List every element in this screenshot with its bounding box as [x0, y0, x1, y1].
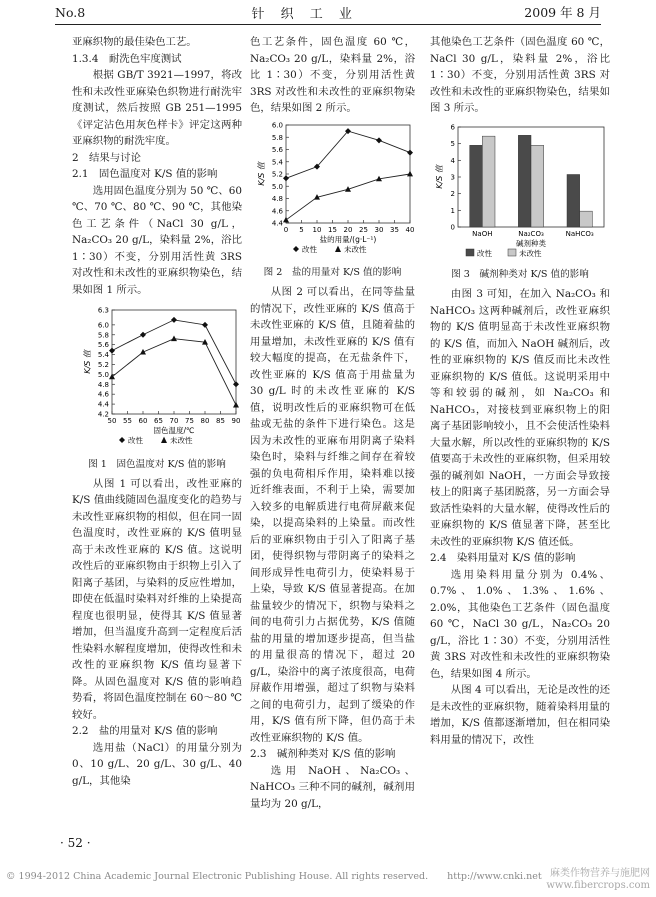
data-point-modified	[233, 381, 239, 387]
x-tick-label: 25	[359, 225, 368, 234]
paragraph: 从图 1 可以看出，改性亚麻的 K/S 值曲线随固色温度变化的趋势与未改性亚麻织物的相似，但在同一固色温度时，改性亚麻的 K/S 值明显高于未改性亚麻的 K/S 值。这说明改性后的亚麻织物由于织物上引入了阳离子基团，与染料的反应性增加，即使在低温时染料对纤维的上染提高程度也很明显，使得其 K/S 值显著增加，但当温度升高到一定程度后活性染料水解程度增加，使得改性和未改性的亚麻织物 K/S 值均显著下降。从固色温度对 K/S 值的影响趋势看，将固色温度控制在 60～80 ℃较好。	[72, 477, 242, 721]
legend-label-modified: 改性	[128, 436, 143, 445]
section-heading-1-3-4: 1.3.4 耐洗色牢度测试	[72, 52, 182, 65]
data-point-unmodified	[140, 349, 146, 355]
issue-number: No.8	[55, 4, 86, 20]
y-tick-label: 4.6	[97, 390, 109, 399]
y-tick-label: 5.2	[97, 360, 109, 369]
y-tick-label: 4.4	[271, 219, 283, 227]
paragraph: 亚麻织物的最佳染色工艺。	[72, 36, 197, 48]
journal-title: 针 织 工 业	[251, 6, 358, 22]
bar-unmodified	[531, 145, 544, 227]
y-tick-label: 4.6	[271, 206, 283, 215]
figure-3-caption: 图 3 碱剂种类对 K/S 值的影响	[451, 269, 589, 280]
y-tick-label: 4.4	[97, 400, 109, 409]
watermark	[546, 868, 650, 892]
x-tick-label: 5	[299, 225, 304, 234]
legend-swatch-unmodified	[508, 249, 516, 256]
issue-date: 2009 年 8 月	[524, 5, 601, 20]
paragraph: 色工艺条件，固色温度 60 ℃，Na₂CO₃ 20 g/L，染料量 2%，浴比 1∶30）不变，分别用活性黄 3RS 对改性和未改性的亚麻织物染色，结果如图 2 所示。	[250, 36, 415, 114]
x-tick-label: 55	[123, 417, 132, 425]
figure-3-chart	[430, 121, 610, 261]
x-tick-label: NaHCO₃	[565, 229, 594, 238]
data-point-modified	[109, 348, 115, 354]
page-number: · 52 ·	[60, 836, 91, 850]
y-tick-label: 4	[450, 156, 455, 165]
y-tick-label: 0	[450, 223, 455, 231]
section-heading-2-3: 2.3 碱剂种类对 K/S 值的影响	[250, 748, 396, 760]
y-tick-label: 5.4	[271, 157, 283, 166]
data-point-unmodified	[407, 170, 413, 176]
y-tick-label: 6.0	[271, 121, 283, 129]
legend-label-unmodified: 未改性	[519, 248, 542, 258]
paragraph: 选用染料用量分别为 0.4%、0.7%、1.0%、1.3%、1.6%、2.0%，其他染色工艺条件（固色温度 60 ℃，NaCl 30 g/L，Na₂CO₃ 20 g/L，浴比 1∶30）不变，分别用活性黄 3RS 对改性和未改性的亚麻织物染色，结果如图 4 所示。	[430, 568, 610, 680]
x-tick-label: 0	[283, 225, 289, 234]
series-line-unmodified	[286, 174, 410, 220]
legend-label-modified: 改性	[302, 244, 317, 254]
legend-marker-modified	[119, 437, 125, 443]
section-heading-2-2: 2.2 盐的用量对 K/S 值的影响	[72, 725, 218, 737]
figure-2-chart	[250, 121, 415, 259]
y-tick-label: 5.8	[97, 331, 109, 340]
data-point-modified	[202, 322, 208, 328]
y-tick-label: 5.6	[97, 341, 109, 350]
x-tick-label: 70	[169, 417, 179, 425]
y-tick-label: 5.0	[271, 182, 283, 191]
data-point-modified	[171, 317, 177, 323]
y-tick-label: 6	[450, 123, 455, 131]
data-point-unmodified	[233, 402, 239, 408]
legend-swatch-modified	[466, 249, 474, 256]
x-axis-label: 固色温度/℃	[153, 426, 195, 435]
legend-marker-unmodified	[161, 437, 167, 443]
y-tick-label: 4.2	[97, 410, 109, 419]
x-tick-label: 20	[343, 225, 353, 234]
x-tick-label: 85	[216, 417, 225, 425]
data-point-modified	[407, 149, 413, 155]
x-axis-label: 盐的用量/(g·L⁻¹)	[319, 234, 377, 244]
paragraph: 由图 3 可知，在加入 Na₂CO₃ 和 NaHCO₃ 这两种碱剂后，改性亚麻织物的 K/S 值明显高于未改性亚麻织物的 K/S 值，而加入 NaOH 碱剂后，改性的亚麻织物的 K/S 值反而比未改性亚麻织物的 K/S 值低。这说明采用中等和较弱的碱剂，如 Na₂CO₃ 和 NaHCO₃，对接枝到亚麻织物上的阳离子基团影响较小，且不会使活性染料大量水解，所以改性的亚麻织物的 K/S 值要高于未改性的亚麻织物，但采用较强的碱剂如 NaOH，一方面会导致接枝上的阳离子基团脱落，另一方面会导致活性染料的大量水解，使得改性后的亚麻织物的 K/S 值显著下降，甚至比未改性的亚麻织物 K/S 值还低。	[430, 288, 610, 548]
paragraph: 选用 NaOH、Na₂CO₃、NaHCO₃ 三种不同的碱剂，碱剂用量均为 20 g/L，	[250, 764, 415, 810]
bar-modified	[518, 135, 531, 227]
y-axis-label: K/S 值	[435, 164, 444, 189]
bar-unmodified	[482, 136, 495, 227]
series-line-modified	[112, 320, 236, 384]
data-point-unmodified	[283, 216, 289, 222]
data-point-modified	[283, 175, 289, 181]
y-tick-label: 5.6	[271, 145, 283, 154]
column-3	[430, 34, 610, 748]
data-point-modified	[140, 332, 146, 338]
x-tick-label: 35	[390, 225, 399, 234]
section-heading-2-4: 2.4 染料用量对 K/S 值的影响	[430, 552, 576, 564]
plot-frame	[286, 125, 410, 223]
figure-3	[430, 121, 610, 283]
x-tick-label: 65	[154, 417, 163, 425]
paragraph: 选用盐（NaCl）的用量分别为 0、10 g/L、20 g/L、30 g/L、40 g/L，其他染	[72, 741, 242, 787]
y-tick-label: 4.8	[271, 194, 283, 203]
x-tick-label: 40	[405, 225, 415, 234]
y-axis-label: K/S 值	[257, 161, 266, 186]
copyright-footer: © 1994-2012 China Academic Journal Electronic Publishing House. All rights reserved. http://www.cnki.net	[6, 871, 542, 882]
column-2	[250, 34, 415, 812]
y-tick-label: 5.4	[97, 351, 109, 360]
watermark-cn: 麻类作物营养与施肥网	[550, 868, 650, 879]
data-point-modified	[376, 137, 382, 143]
y-tick-label: 4.8	[97, 380, 109, 389]
legend-marker-unmodified	[335, 245, 341, 251]
y-tick-label: 5.2	[271, 170, 283, 178]
x-tick-label: NaOH	[472, 229, 493, 238]
watermark-url: www.fibercrops.com	[546, 880, 650, 891]
figure-1-caption: 图 1 固色温度对 K/S 值的影响	[88, 458, 226, 470]
legend-label-unmodified: 未改性	[344, 244, 367, 254]
x-tick-label: 10	[312, 225, 322, 234]
figure-2-caption: 图 2 盐的用量对 K/S 值的影响	[263, 267, 402, 278]
legend-marker-modified	[293, 246, 299, 252]
y-tick-label: 5	[450, 139, 455, 148]
x-tick-label: 15	[328, 225, 337, 234]
figure-1	[72, 302, 242, 472]
y-tick-label: 5.8	[271, 133, 283, 142]
y-axis-label: K/S 值	[83, 350, 92, 374]
legend-label-modified: 改性	[477, 248, 492, 258]
paragraph: 根据 GB/T 3921—1997，将改性和未改性亚麻染色织物进行耐洗牢度测试，然后按照 GB 251—1995《评定沾色用灰色样卡》评定这两种亚麻织物的耐洗牢度。	[72, 69, 242, 147]
y-tick-label: 2	[450, 189, 455, 198]
y-tick-label: 3	[450, 173, 455, 181]
column-1	[72, 34, 242, 789]
paragraph: 其他染色工艺条件（固色温度 60 ℃，NaCl 30 g/L，染料量 2%，浴比 1∶30）不变，分别用活性黄 3RS 对改性和未改性的亚麻织物染色，结果如图 3 所示。	[430, 36, 610, 114]
x-tick-label: 60	[138, 417, 148, 425]
x-tick-label: 90	[231, 417, 241, 425]
x-tick-label: 75	[185, 417, 194, 425]
y-tick-label: 6.0	[97, 321, 109, 330]
running-header	[55, 0, 601, 25]
section-heading-2: 2 结果与讨论	[72, 151, 141, 164]
figure-1-chart	[72, 302, 242, 450]
figure-2	[250, 121, 415, 281]
y-tick-label: 1	[450, 206, 455, 215]
paragraph: 从图 2 可以看出，在同等盐量的情况下，改性亚麻的 K/S 值高于未改性亚麻的 K/S 值，且随着盐的用量增加，未改性亚麻的 K/S 值有较大幅度的提高，在无盐条件下，改性亚麻的 K/S 值高于用盐量为 30 g/L 时的未改性亚麻的 K/S 值，说明改性后的亚麻织物可在低盐或无盐的条件下进行染色。这是因为未改性的亚麻布用阴离子染料染色时，染料与纤维之间存在着较强的负电荷相斥作用，染料难以接近纤维表面，不利于上染，需要加入较多的电解质进行电荷屏蔽来促染，以提高染料的上染量。而改性后的亚麻织物由于引入了阳离子基团，使得织物与带阴离子的染料之间形成异性电荷引力，使染料易于上染，导致 K/S 值显著提高。在加盐量较少的情况下，织物与染料之间的电荷引力占据优势，K/S 值随盐的用量的增加逐步提高，但当盐的用量很高的情况下，超过 20 g/L，染浴中的离子浓度很高，电荷屏蔽作用增强，超过了织物与染料之间的电荷引力，起到了缓染的作用，K/S 值有所下降，但仍高于未改性亚麻织物的 K/S 值。	[250, 286, 415, 744]
data-point-unmodified	[171, 336, 177, 342]
section-heading-2-1: 2.1 固色温度对 K/S 值的影响	[72, 168, 218, 180]
bar-modified	[470, 145, 483, 227]
x-tick-label: 80	[200, 417, 210, 425]
legend-label-unmodified: 未改性	[170, 436, 193, 445]
bar-modified	[567, 174, 580, 227]
series-line-modified	[286, 131, 410, 178]
x-tick-label: Na₂CO₃	[518, 229, 544, 238]
paragraph: 从图 4 可以看出，无论是改性的还是未改性的亚麻织物，随着染料用量的增加，K/S 值都逐渐增加，但在相同染料用量的情况下，改性	[430, 684, 610, 746]
x-axis-label: 碱剂种类	[516, 238, 546, 248]
y-tick-label: 5.0	[97, 370, 109, 379]
y-tick-label: 6.3	[97, 306, 109, 315]
paragraph: 选用固色温度分别为 50 ℃、60 ℃、70 ℃、80 ℃、90 ℃，其他染色工艺条件（NaCl 30 g/L，Na₂CO₃ 20 g/L，染料量 2%，浴比 1∶30）不变，分别用活性黄 3RS 对改性和未改性的亚麻织物染色，结果如图 1 所示。	[72, 184, 242, 296]
x-tick-label: 50	[107, 417, 117, 425]
x-tick-label: 30	[374, 225, 384, 234]
bar-unmodified	[580, 211, 593, 227]
